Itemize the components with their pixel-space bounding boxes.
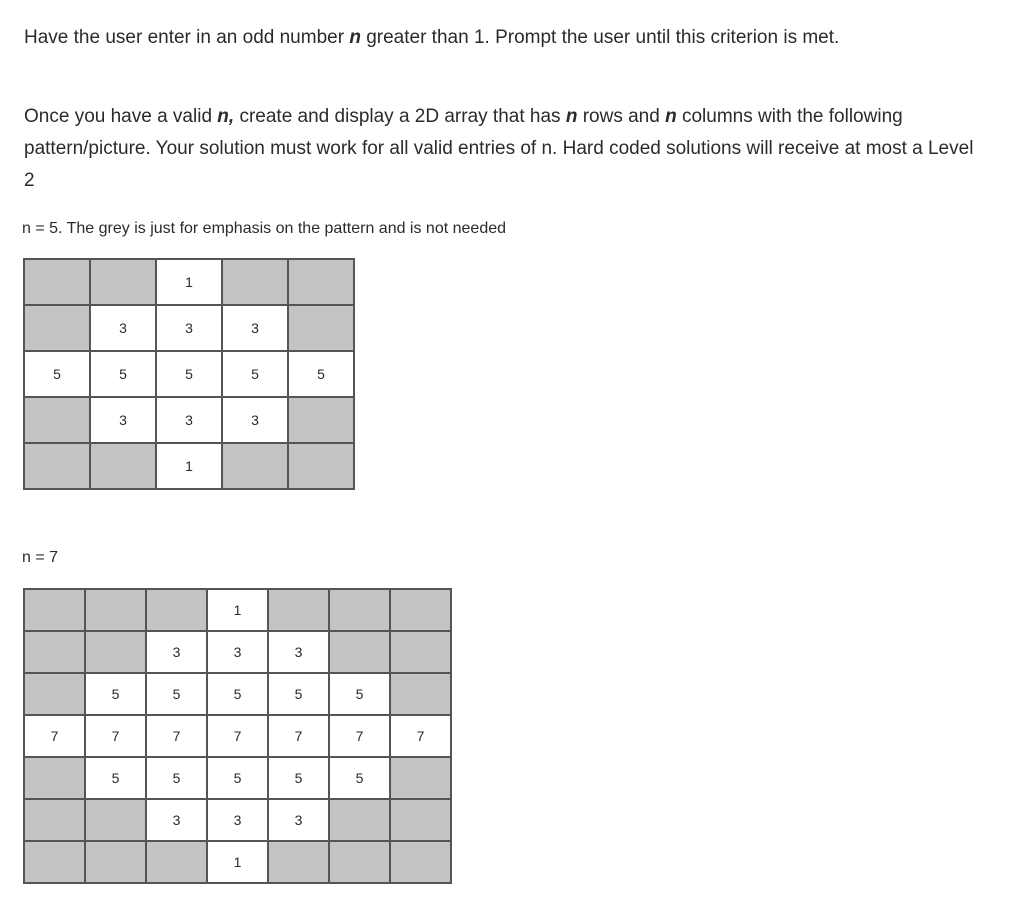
grid-cell: 5 <box>90 351 156 397</box>
grid-cell-empty <box>268 589 329 631</box>
grid-cell: 7 <box>268 715 329 757</box>
grid-cell: 7 <box>207 715 268 757</box>
n-variable: n <box>565 106 578 127</box>
grid-row <box>24 841 451 883</box>
grid-cell: 7 <box>329 715 390 757</box>
grid-row <box>24 397 354 443</box>
grid-cell: 1 <box>156 443 222 489</box>
grid-cell-empty <box>85 799 146 841</box>
grid-cell-empty <box>268 841 329 883</box>
grid-cell: 5 <box>24 351 90 397</box>
grid-cell: 3 <box>268 799 329 841</box>
grid-cell: 5 <box>146 673 207 715</box>
grid-cell: 5 <box>207 673 268 715</box>
grid-cell-empty <box>90 259 156 305</box>
grid-cell: 5 <box>329 757 390 799</box>
grid-cell-empty <box>24 799 85 841</box>
grid-cell: 3 <box>156 397 222 443</box>
n-variable: n, <box>217 106 235 127</box>
grid-cell-empty <box>24 757 85 799</box>
grid-cell-empty <box>222 443 288 489</box>
grid-cell-empty <box>24 589 85 631</box>
task-text-a: Once you have a valid <box>24 106 218 127</box>
grid-cell-empty <box>24 841 85 883</box>
grid-cell-empty <box>146 589 207 631</box>
instruction-paragraph <box>24 22 984 54</box>
grid-row <box>24 259 354 305</box>
grid-row <box>24 351 354 397</box>
grid-row <box>24 757 451 799</box>
grid-cell: 1 <box>207 841 268 883</box>
grid-cell-empty <box>90 443 156 489</box>
example-n5-label: n = 5. The grey is just for emphasis on the pattern and is not needed <box>22 220 507 237</box>
grid-cell: 3 <box>222 305 288 351</box>
grid-cell: 5 <box>329 673 390 715</box>
grid-cell: 7 <box>146 715 207 757</box>
grid-cell: 3 <box>146 631 207 673</box>
grid-cell-empty <box>329 841 390 883</box>
grid-cell-empty <box>24 443 90 489</box>
grid-cell-empty <box>329 799 390 841</box>
grid-cell-empty <box>85 589 146 631</box>
grid-cell-empty <box>85 631 146 673</box>
grid-cell-empty <box>390 589 451 631</box>
grid-cell: 3 <box>90 397 156 443</box>
grid-cell: 3 <box>222 397 288 443</box>
grid-row <box>24 305 354 351</box>
task-text-b: create and display a 2D array that has <box>234 106 566 127</box>
grid-cell-empty <box>288 443 354 489</box>
task-text-c: rows and <box>577 106 666 127</box>
grid-cell: 1 <box>207 589 268 631</box>
grid-cell-empty <box>24 631 85 673</box>
grid-row <box>24 673 451 715</box>
grid-cell-empty <box>288 259 354 305</box>
n-variable: n <box>665 106 677 127</box>
grid-cell: 3 <box>268 631 329 673</box>
grid-cell-empty <box>329 631 390 673</box>
example-n7-label: n = 7 <box>22 549 59 566</box>
grid-cell: 5 <box>156 351 222 397</box>
task-paragraph <box>24 101 984 197</box>
grid-cell-empty <box>24 673 85 715</box>
n-variable: n <box>349 27 361 48</box>
grid-cell: 5 <box>288 351 354 397</box>
grid-row <box>24 443 354 489</box>
grid-cell-empty <box>24 259 90 305</box>
grid-cell-empty <box>390 799 451 841</box>
grid-cell-empty <box>390 841 451 883</box>
grid-row <box>24 631 451 673</box>
grid-cell: 5 <box>146 757 207 799</box>
grid-row <box>24 799 451 841</box>
grid-row <box>24 589 451 631</box>
grid-cell-empty <box>24 397 90 443</box>
pattern-grid-n7 <box>23 588 452 884</box>
grid-cell-empty <box>146 841 207 883</box>
grid-cell-empty <box>85 841 146 883</box>
grid-cell: 3 <box>156 305 222 351</box>
grid-cell-empty <box>288 397 354 443</box>
grid-cell: 5 <box>268 757 329 799</box>
grid-cell-empty <box>390 673 451 715</box>
grid-cell-empty <box>24 305 90 351</box>
grid-cell: 5 <box>85 673 146 715</box>
grid-cell-empty <box>329 589 390 631</box>
grid-cell: 7 <box>24 715 85 757</box>
grid-cell: 5 <box>222 351 288 397</box>
instruction-text-b: greater than 1. Prompt the user until this criterion is met. <box>360 27 840 48</box>
grid-cell: 7 <box>390 715 451 757</box>
grid-cell: 5 <box>85 757 146 799</box>
grid-cell: 1 <box>156 259 222 305</box>
grid-cell: 5 <box>207 757 268 799</box>
grid-cell: 3 <box>207 799 268 841</box>
grid-cell: 5 <box>268 673 329 715</box>
grid-cell: 3 <box>90 305 156 351</box>
task-text-d: columns with the following pattern/picture. Your solution must work for all valid entries of n. Hard coded solutions will receive at most a Level 2 <box>24 106 974 191</box>
instruction-text-a: Have the user enter in an odd number <box>24 27 350 48</box>
grid-cell: 3 <box>207 631 268 673</box>
grid-cell-empty <box>390 631 451 673</box>
grid-cell: 3 <box>146 799 207 841</box>
grid-cell-empty <box>288 305 354 351</box>
grid-cell-empty <box>222 259 288 305</box>
grid-cell: 7 <box>85 715 146 757</box>
grid-row <box>24 715 451 757</box>
pattern-grid-n5 <box>23 258 355 490</box>
grid-cell-empty <box>390 757 451 799</box>
